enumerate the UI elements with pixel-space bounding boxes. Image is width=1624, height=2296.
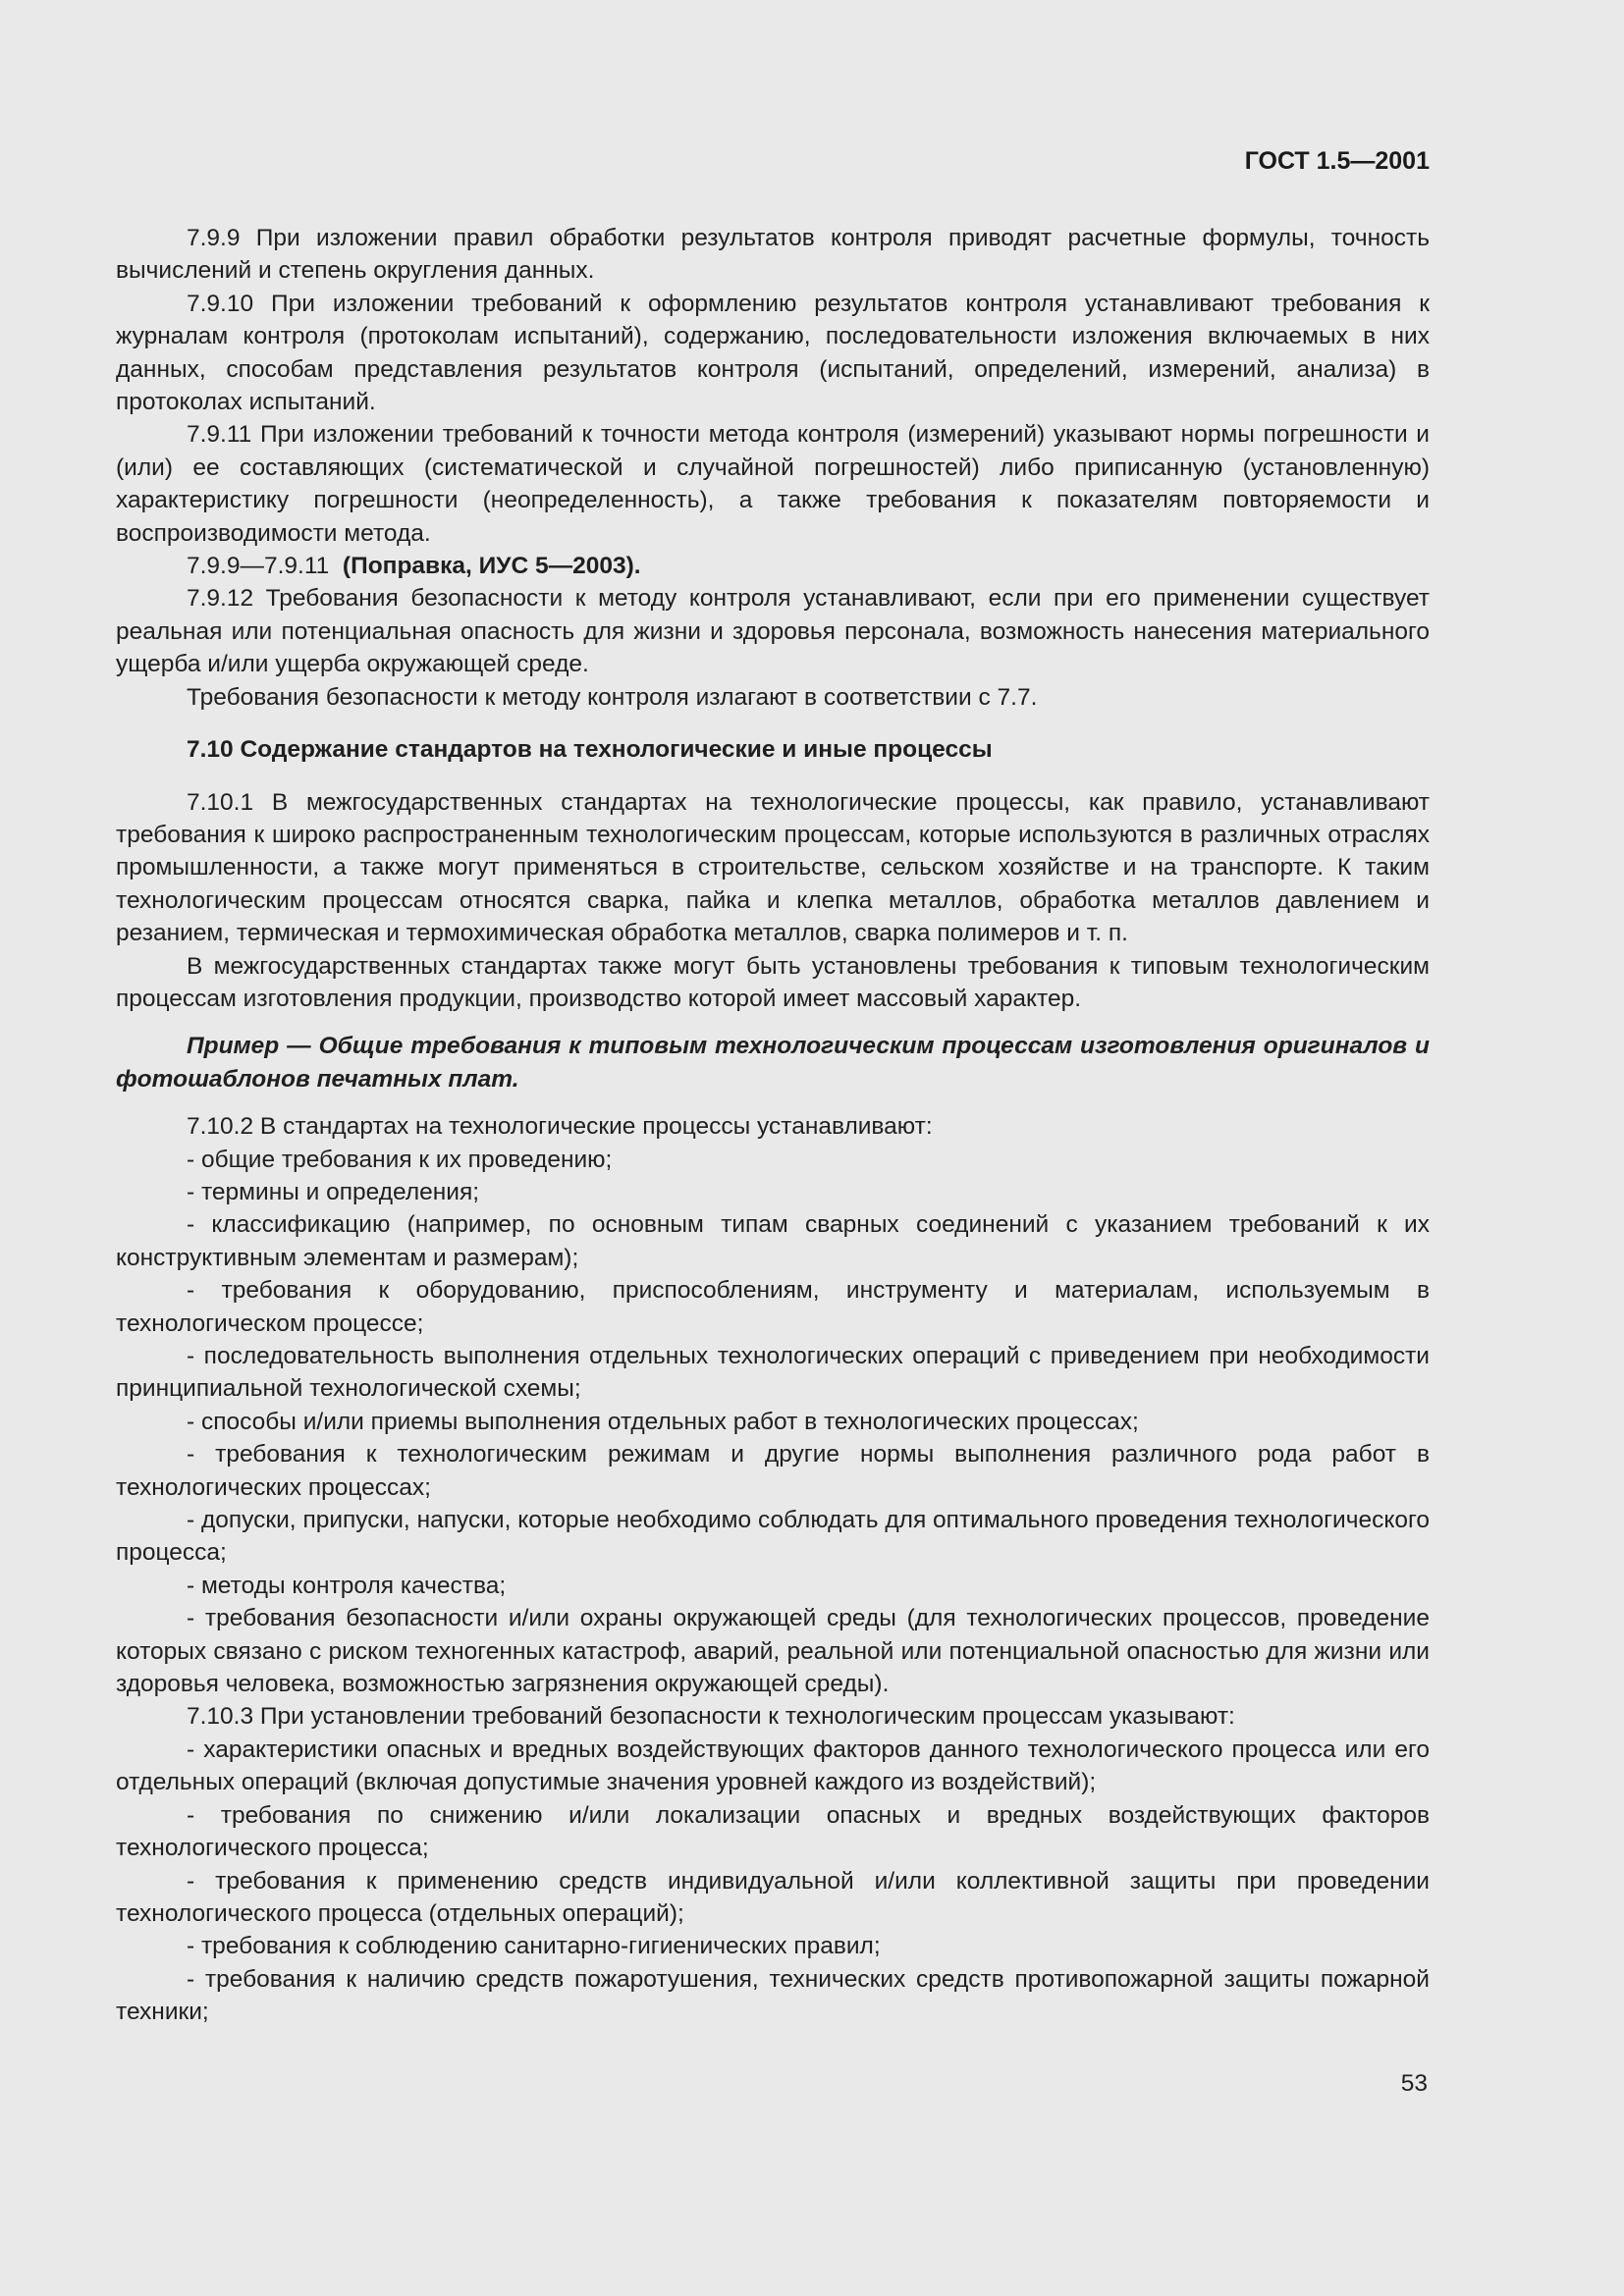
list-item: - характеристики опасных и вредных воздействующих факторов данного технологического процесса или его отдельных операций (включая допустимые значения уровней каждого из воздействий);	[116, 1735, 1430, 1796]
list-item: - классификацию (например, по основным типам сварных соединений с указанием требований к их конструктивным элементам и размерам);	[116, 1211, 1430, 1271]
list-item: - требования к оборудованию, приспособлениям, инструменту и материалам, используемым в технологическом процессе;	[116, 1277, 1430, 1337]
paragraph-7-10-3: 7.10.3 При установлении требований безопасности к технологическим процессам указывают:	[187, 1703, 1235, 1731]
example-note: Пример — Общие требования к типовым технологическим процессам изготовления оригиналов и фотошаблонов печатных плат.	[116, 1033, 1430, 1093]
list-item: - способы и/или приемы выполнения отдельных работ в технологических процессах;	[187, 1408, 1139, 1435]
list-item: - требования к применению средств индивидуальной и/или коллективной защиты при проведении технологического процесса (отдельных операций);	[116, 1867, 1430, 1927]
paragraph-7-9-9: 7.9.9 При изложении правил обработки результатов контроля приводят расчетные формулы, точность вычислений и степень округления данных.	[116, 225, 1430, 285]
list-item: - требования к соблюдению санитарно-гигиенических правил;	[187, 1933, 881, 1960]
list-item: - требования по снижению и/или локализации опасных и вредных воздействующих факторов технологического процесса;	[116, 1801, 1430, 1862]
amendment-text: (Поправка, ИУС 5—2003).	[342, 553, 641, 580]
document-header: ГОСТ 1.5—2001	[1244, 147, 1430, 175]
paragraph-7-9-10: 7.9.10 При изложении требований к оформлению результатов контроля устанавливают требования к журналам контроля (протоколам испытаний), содержанию, последовательности изложения включаемых в них данных, способам представления результатов контроля (испытаний, определений, измерений, анализа) в протоколах испытаний.	[116, 290, 1430, 416]
paragraph-7-10-1: 7.10.1 В межгосударственных стандартах на технологические процессы, как правило, устанавливают требования к широко распространенным технологическим процессам, которые используются в различных отраслях промышленности, а также могут применяться в строительстве, сельском хозяйстве и на транспорте. К таким технологическим процессам относятся сварка, пайка и клепка металлов, обработка металлов давлением и резанием, термическая и термохимическая обработка металлов, сварка полимеров и т. п.	[116, 788, 1430, 947]
list-item: - общие требования к их проведению;	[187, 1146, 613, 1173]
paragraph-7-10-2: 7.10.2 В стандартах на технологические процессы устанавливают:	[187, 1113, 933, 1141]
list-item: - требования к наличию средств пожаротушения, технических средств противопожарной защиты пожарной техники;	[116, 1965, 1430, 2026]
page-number: 53	[1400, 2070, 1428, 2097]
list-item: - требования безопасности и/или охраны окружающей среды (для технологических процессов, проведение которых связано с риском техногенных катастроф, аварий, реальной или потенциальной опасностью для жизни или здоровья человека, возможностью загрязнения окружающей среды).	[116, 1605, 1430, 1698]
document-body	[116, 222, 1430, 2029]
paragraph-typical-processes: В межгосударственных стандартах также могут быть установлены требования к типовым технологическим процессам изготовления продукции, производство которой имеет массовый характер.	[116, 952, 1430, 1012]
list-item: - последовательность выполнения отдельных технологических операций с приведением при необходимости принципиальной технологической схемы;	[116, 1343, 1430, 1403]
list-item: - термины и определения;	[187, 1178, 480, 1205]
paragraph-safety-reference: Требования безопасности к методу контроля излагают в соответствии с 7.7.	[187, 683, 1038, 711]
list-item: - допуски, припуски, напуски, которые необходимо соблюдать для оптимального проведения технологического процесса;	[116, 1507, 1430, 1567]
list-item: - методы контроля качества;	[187, 1572, 507, 1599]
paragraph-7-9-11: 7.9.11 При изложении требований к точности метода контроля (измерений) указывают нормы погрешности и (или) ее составляющих (систематической и случайной погрешностей) либо приписанную (установленную) характеристику погрешности (неопределенность), а также требования к показателям повторяемости и воспроизводимости метода.	[116, 421, 1430, 547]
section-heading-7-10: 7.10 Содержание стандартов на технологические и иные процессы	[187, 736, 993, 764]
amendment-range: 7.9.9—7.9.11	[187, 553, 330, 580]
list-item: - требования к технологическим режимам и другие нормы выполнения различного рода работ в технологических процессах;	[116, 1441, 1430, 1501]
paragraph-7-9-12: 7.9.12 Требования безопасности к методу контроля устанавливают, если при его применении существует реальная или потенциальная опасность для жизни и здоровья персонала, возможность нанесения материального ущерба и/или ущерба окружающей среде.	[116, 585, 1430, 678]
amendment-note	[116, 550, 1430, 582]
